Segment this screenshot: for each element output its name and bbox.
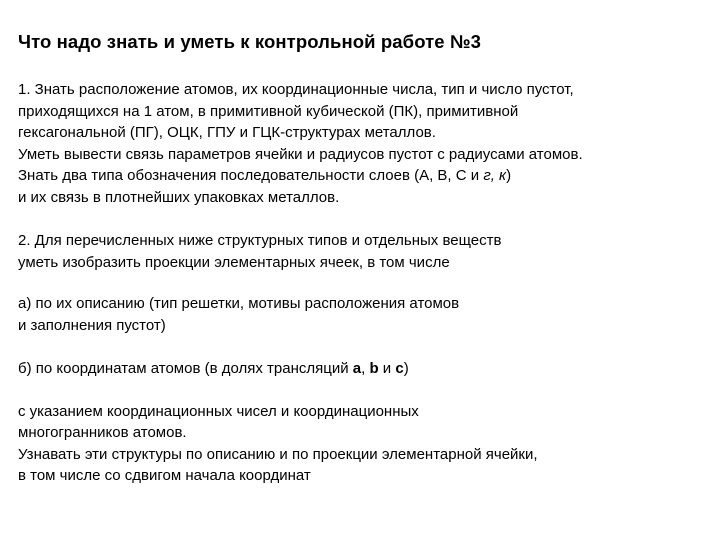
text-line-layers (18, 165, 713, 187)
text-fragment: Знать два типа обозначения последовательности слоев (А, В, С и (18, 167, 484, 184)
text-line: приходящихся на 1 атом, в примитивной кубической (ПК), примитивной (18, 102, 519, 120)
text-line: гексагональной (ПГ), ОЦК, ГПУ и ГЦК-структурах металлов. (18, 124, 436, 141)
text-fragment: ) (506, 167, 512, 184)
page-title: Что надо знать и уметь к контрольной работе №3 (18, 31, 482, 52)
text-line: многогранников атомов. (18, 424, 187, 441)
text-line: и их связь в плотнейших упаковках металлов. (18, 188, 340, 206)
text-fragment: , (361, 360, 370, 377)
text-line-translations (18, 358, 713, 380)
paragraph-1 (18, 79, 713, 208)
paragraph-c (18, 401, 713, 487)
translation-a: a (352, 360, 362, 377)
text-line: и заполнения пустот) (18, 316, 166, 334)
translation-c: c (395, 360, 404, 377)
text-fragment: и (378, 360, 396, 377)
text-line: уметь изобразить проекции элементарных ячеек, в том числе (18, 253, 450, 271)
text-fragment: б) по координатам атомов (в долях трансляций (18, 360, 353, 377)
translation-b: b (369, 360, 379, 377)
paragraph-b (18, 358, 713, 380)
text-line: с указанием координационных чисел и координационных (18, 402, 419, 420)
text-line: в том числе со сдвигом начала координат (18, 467, 311, 484)
paragraph-2 (18, 230, 713, 273)
text-line: 1. Знать расположение атомов, их координационные числа, тип и число пустот, (18, 81, 574, 98)
text-line: Узнавать эти структуры по описанию и по проекции элементарной ячейки, (18, 445, 538, 463)
text-line: Уметь вывести связь параметров ячейки и радиусов пустот с радиусами атомов. (18, 145, 583, 163)
text-line: а) по их описанию (тип решетки, мотивы расположения атомов (18, 295, 460, 312)
text-line: 2. Для перечисленных ниже структурных типов и отдельных веществ (18, 232, 502, 249)
slide-body (18, 79, 713, 487)
text-fragment: ) (403, 360, 409, 377)
italic-layer-notation: г, к (483, 167, 507, 184)
paragraph-a (18, 293, 713, 336)
